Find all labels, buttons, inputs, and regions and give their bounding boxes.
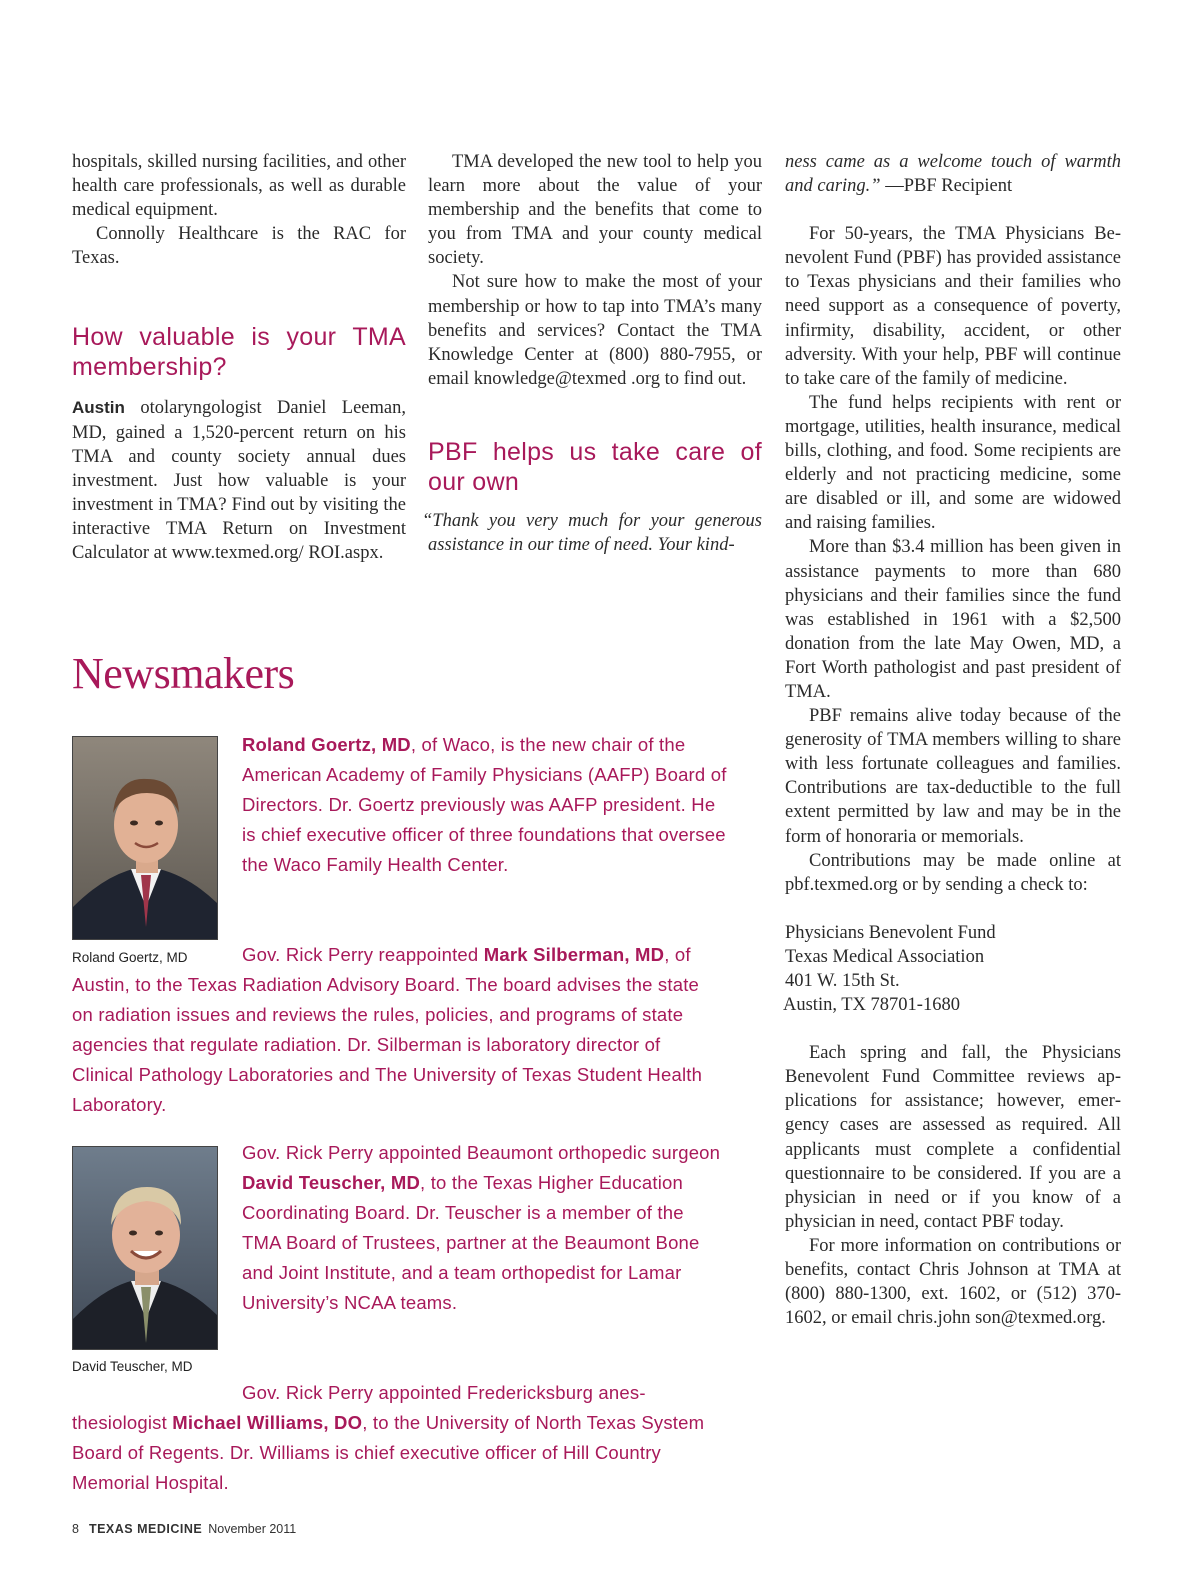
newsmaker-item-williams <box>72 1378 722 1498</box>
paragraph <box>72 396 406 565</box>
paragraph: TMA developed the new tool to help you learn more about the value of your membership and the benefits that come to you from TMA and your county medical society. <box>428 152 762 269</box>
column-3 <box>785 150 1121 1330</box>
newsmaker-name: Michael Williams, DO <box>172 1412 363 1433</box>
newsmaker-name: Roland Goertz, MD <box>242 734 411 755</box>
paragraph: More than $3.4 million has been given in assistance payments to more than 680 physicians and their families since the fund was established in 1961 with a $2,500 donation from the late May Owen, MD, a Fort Worth pathologist and past president of TMA. <box>785 537 1121 702</box>
lead-word: Austin <box>72 398 125 418</box>
newsmaker-item-silberman <box>72 940 722 1120</box>
newsmaker-text: Gov. Rick Perry appointed Beaumont orthopedic surgeon <box>242 1142 721 1163</box>
page-footer <box>72 1522 296 1536</box>
newsmakers-title: Newsmakers <box>72 649 295 698</box>
newsmaker-text: , to the University of North Texas System Board of Regents. Dr. Williams is chief executive officer of Hill Country Memorial Hospital. <box>72 1412 705 1493</box>
newsmaker-text: , to the Texas Higher Education Coordinating Board. Dr. Teuscher is a member of the TMA Board of Trustees, partner at the Beaumont Bone and Joint Institute, and a team orthopedist for Lamar University’s NCAA teams. <box>242 1172 700 1313</box>
address-line: 401 W. 15th St. <box>785 971 900 991</box>
paragraph: Contributions may be made online at pbf.texmed.org or by sending a check to: <box>785 850 1121 895</box>
paragraph: Each spring and fall, the Physicians Benevolent Fund Committee reviews applications for assistance; however, emergency cases are assessed as required. All applicants must complete a confidential questionnaire to be considered. If you are a physician in need or if you know of a physician in need, contact PBF today. <box>785 1043 1121 1232</box>
portrait-photo-roland-goertz <box>72 736 218 940</box>
paragraph: For more information on contributions or benefits, contact Chris Johnson at TMA at (800) 880-1300, ext. 1602, or (512) 370-1602, or email chris.john son@texmed.org. <box>785 1235 1121 1329</box>
quote-text: ness came as a welcome touch of warmth and caring.” <box>785 152 1121 197</box>
photo-caption: Roland Goertz, MD <box>72 950 188 965</box>
section-heading-pbf: PBF helps us take care of our own <box>428 437 762 496</box>
pull-quote: “Thank you very much for your generous assistance in our time of need. Your kind- <box>422 510 762 556</box>
paragraph: Not sure how to make the most of your membership or how to tap into TMA’s many benefits and services? Contact the TMA Knowledge Center at (800) 880-7955, or email knowledge@texmed .org to find out. <box>428 272 762 389</box>
section-heading-tma-value: How valuable is your TMA membership? <box>72 323 406 382</box>
column-1 <box>72 150 406 565</box>
newsmaker-text: Gov. Rick Perry reappointed <box>242 944 484 965</box>
paragraph-text: otolaryngologist Daniel Leeman, MD, gained a 1,520-percent return on his TMA and county society annual dues investment. Just how valuable is your investment in TMA? Find out by visiting the interactive TMA Return on Investment Calculator at www.texmed.org/ ROI.aspx. <box>72 398 406 564</box>
newsmaker-item-goertz <box>242 730 732 880</box>
paragraph: For 50-years, the TMA Physicians Benevolent Fund (PBF) has provided assistance to Texas physicians and their families who need support as a consequence of poverty, infirmity, disability, accident, or other adversity. With your help, PBF will continue to take care of the family of medicine. <box>785 224 1121 389</box>
quote-attribution: —PBF Recipient <box>880 176 1013 197</box>
newsmaker-item-teuscher <box>242 1138 722 1318</box>
paragraph: hospitals, skilled nursing facilities, and other health care professionals, as well as durable medical equipment. <box>72 152 406 221</box>
magazine-name: TEXAS MEDICINE <box>88 1522 203 1536</box>
photo-caption: David Teuscher, MD <box>72 1359 193 1374</box>
address-line: Texas Medical Association <box>785 946 985 967</box>
newsmaker-name: David Teuscher, MD <box>242 1172 421 1193</box>
page-number: 8 <box>72 1522 79 1536</box>
newsmaker-text: Gov. Rick Perry appointed Fredericksburg anesthesiologist <box>72 1382 646 1433</box>
portrait-photo-david-teuscher <box>72 1146 218 1350</box>
newsmaker-text: , of Waco, is the new chair of the American Academy of Family Physicians (AAFP) Board of Directors. Dr. Goertz previously was AAFP president. He is chief executive officer of three foundations that oversee the Waco Family Health Center. <box>242 734 727 875</box>
column-2 <box>422 150 762 557</box>
newsmaker-text: , of Austin, to the Texas Radiation Advisory Board. The board advises the state on radiation issues and reviews the rules, policies, and programs of state agencies that regulate radiation. Dr. Silberman is laboratory director of Clinical Pathology Laboratories and The University of Texas Student Health Laboratory. <box>72 944 703 1115</box>
mailing-address <box>785 921 1121 1017</box>
address-line: Physicians Benevolent Fund <box>785 922 996 943</box>
quote-continuation <box>785 150 1121 198</box>
portrait-image <box>73 737 218 940</box>
paragraph: The fund helps recipients with rent or mortgage, utilities, health insurance, medical bills, clothing, and food. Some recipients are elderly and not practicing medicine, some are disabled or ill, and some are widowed and raising families. <box>785 392 1121 534</box>
address-line: Austin, TX 78701-1680 <box>783 995 960 1016</box>
paragraph: PBF remains alive today because of the generosity of TMA members willing to share with less fortunate colleagues and families. Contributions are tax-deductible to the full extent permitted by law and may be in the form of honoraria or memorials. <box>785 706 1121 847</box>
paragraph: Connolly Healthcare is the RAC for Texas. <box>72 224 406 269</box>
newsmaker-name: Mark Silberman, MD <box>483 944 665 965</box>
portrait-image <box>73 1147 218 1350</box>
issue-date: November 2011 <box>208 1522 297 1536</box>
